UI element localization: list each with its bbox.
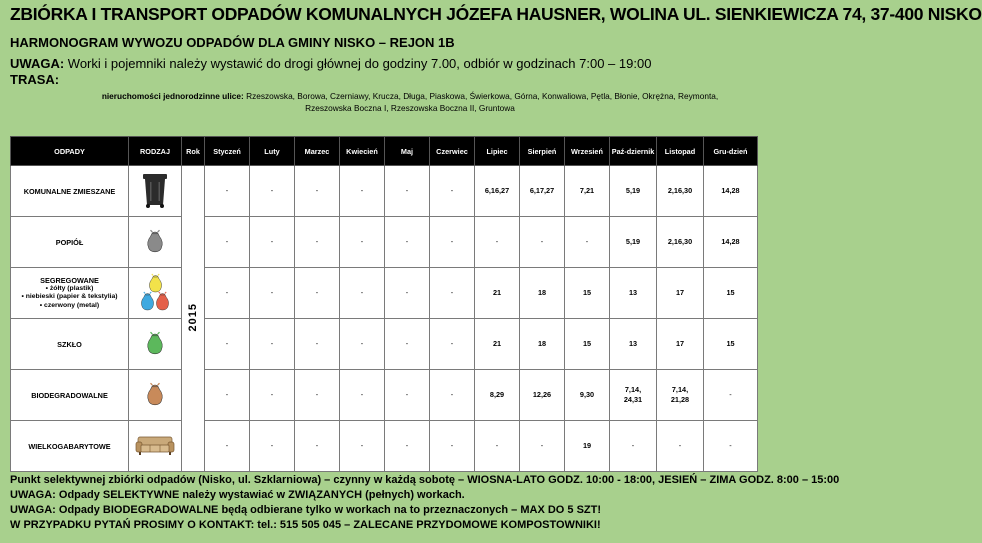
pickup-dates-cell: - xyxy=(475,217,520,268)
pickup-dates-cell: 5,19 xyxy=(610,217,657,268)
route-prefix: nieruchomości jednorodzinne ulice: xyxy=(101,91,244,101)
notice-text: Worki i pojemniki należy wystawić do drogi głównej do godziny 7.00, odbiór w godzinach 7:00 – 19:00 xyxy=(64,56,652,71)
table-row xyxy=(11,319,758,370)
year-label: 2015 xyxy=(187,303,199,332)
waste-type-label: POPIÓŁ xyxy=(55,237,84,247)
pickup-dates-cell: - xyxy=(610,421,657,472)
notice-label: UWAGA: xyxy=(10,56,65,71)
header-waste: ODPADY xyxy=(11,137,129,166)
pickup-dates-cell: 15 xyxy=(565,268,610,319)
pickup-dates-cell: 14,28 xyxy=(704,217,758,268)
pickup-dates-cell: - xyxy=(340,370,385,421)
header-month: Gru-dzień xyxy=(704,137,758,166)
waste-type-label: BIODEGRADOWALNE xyxy=(31,390,108,400)
pickup-dates-cell: 6,17,27 xyxy=(520,166,565,217)
pickup-dates-cell: 18 xyxy=(520,319,565,370)
table-row xyxy=(11,268,758,319)
waste-kind-cell xyxy=(129,166,182,217)
pickup-dates-cell: - xyxy=(430,370,475,421)
waste-type-label: KOMUNALNE ZMIESZANE xyxy=(23,186,116,196)
pickup-dates-cell: - xyxy=(205,319,250,370)
pickup-dates-cell: - xyxy=(250,166,295,217)
pickup-dates-cell: - xyxy=(205,421,250,472)
pickup-dates-cell: 6,16,27 xyxy=(475,166,520,217)
pickup-dates-cell: - xyxy=(295,370,340,421)
page-subtitle: HARMONOGRAM WYWOZU ODPADÓW DLA GMINY NISKO – REJON 1B xyxy=(10,35,455,50)
pickup-dates-cell: 2,16,30 xyxy=(657,217,704,268)
pickup-dates-cell: - xyxy=(385,166,430,217)
pickup-dates-cell: - xyxy=(385,370,430,421)
pickup-dates-cell: - xyxy=(704,421,758,472)
footer-collection-point xyxy=(10,474,839,486)
waste-type-cell xyxy=(11,217,129,268)
sofa-icon xyxy=(135,434,175,458)
pickup-dates-cell: - xyxy=(385,421,430,472)
pickup-dates-cell: - xyxy=(385,319,430,370)
route-label: TRASA: xyxy=(10,72,60,87)
waste-kind-cell xyxy=(129,370,182,421)
route-description xyxy=(100,90,720,114)
header-kind: RODZAJ xyxy=(129,137,182,166)
waste-type-label: SZKŁO xyxy=(57,339,82,349)
pickup-dates-cell: - xyxy=(295,166,340,217)
table-header-row xyxy=(11,137,758,166)
pickup-dates-cell: - xyxy=(295,217,340,268)
waste-subtype: • czerwony (metal) xyxy=(39,301,100,309)
green-bag-icon xyxy=(146,332,164,356)
pickup-dates-cell: - xyxy=(250,319,295,370)
black-bin-icon xyxy=(142,172,168,210)
waste-kind-cell xyxy=(129,319,182,370)
header-month: Paź-dziernik xyxy=(610,137,657,166)
pickup-dates-cell: 17 xyxy=(657,319,704,370)
header-month: Maj xyxy=(385,137,430,166)
pickup-dates-cell: - xyxy=(430,268,475,319)
footer-line-1: Punkt selektywnej zbiórki odpadów (Nisko, ul. Szklarniowa) – czynny w każdą sobotę – WIOSNA-LATO GODZ. 10:00 - 18:00, JESIEŃ – ZIMA GODZ. 8:00 – 15:00 xyxy=(10,474,840,486)
pickup-dates-cell: - xyxy=(250,217,295,268)
pickup-dates-cell: - xyxy=(430,166,475,217)
table-row xyxy=(11,421,758,472)
header-month: Czerwiec xyxy=(430,137,475,166)
waste-type-cell xyxy=(11,166,129,217)
pickup-dates-cell: 8,29 xyxy=(475,370,520,421)
waste-type-label: WIELKOGABARYTOWE xyxy=(28,441,111,451)
pickup-dates-cell: - xyxy=(385,217,430,268)
color-bags-icon xyxy=(140,274,170,312)
pickup-dates-cell: - xyxy=(295,421,340,472)
pickup-dates-cell: 2,16,30 xyxy=(657,166,704,217)
pickup-dates-cell: 5,19 xyxy=(610,166,657,217)
header-month: Wrzesień xyxy=(565,137,610,166)
pickup-dates-cell: 15 xyxy=(565,319,610,370)
table-row xyxy=(11,217,758,268)
waste-kind-cell xyxy=(129,217,182,268)
waste-subtype: • żółty (plastik) xyxy=(45,284,94,292)
pickup-dates-cell: 9,30 xyxy=(565,370,610,421)
pickup-dates-cell: 21 xyxy=(475,268,520,319)
pickup-dates-cell: - xyxy=(340,319,385,370)
pickup-dates-cell: - xyxy=(340,421,385,472)
pickup-dates-cell: 15 xyxy=(704,268,758,319)
footer-contact xyxy=(10,519,601,531)
pickup-dates-cell: - xyxy=(520,217,565,268)
pickup-dates-cell: 21 xyxy=(475,319,520,370)
year-cell xyxy=(182,166,205,472)
pickup-dates-cell: 7,21 xyxy=(565,166,610,217)
waste-kind-cell xyxy=(129,421,182,472)
footer-line-4: W PRZYPADKU PYTAŃ PROSIMY O KONTAKT: tel.: 515 505 045 – ZALECANE PRZYDOMOWE KOMPOSTOWNIKI! xyxy=(10,519,601,531)
table-row xyxy=(11,166,758,217)
pickup-dates-cell: - xyxy=(385,268,430,319)
pickup-dates-cell: - xyxy=(250,421,295,472)
pickup-dates-cell: - xyxy=(475,421,520,472)
pickup-dates-cell: 19 xyxy=(565,421,610,472)
header-month: Marzec xyxy=(295,137,340,166)
header-month: Luty xyxy=(250,137,295,166)
header-month: Sierpień xyxy=(520,137,565,166)
pickup-dates-cell: - xyxy=(250,370,295,421)
waste-kind-cell xyxy=(129,268,182,319)
header-month: Styczeń xyxy=(205,137,250,166)
page-title: ZBIÓRKA I TRANSPORT ODPADÓW KOMUNALNYCH JÓZEFA HAUSNER, WOLINA UL. SIENKIEWICZA 74, 37-400 NISKO xyxy=(10,4,982,24)
footer-line-3: UWAGA: Odpady BIODEGRADOWALNE będą odbierane tylko w workach na to przeznaczonych – MAX DO 5 SZT! xyxy=(10,504,602,516)
pickup-dates-cell: - xyxy=(340,166,385,217)
pickup-dates-cell: 15 xyxy=(704,319,758,370)
pickup-dates-cell: - xyxy=(430,319,475,370)
pickup-dates-cell: - xyxy=(565,217,610,268)
pickup-dates-cell: 12,26 xyxy=(520,370,565,421)
header-month: Listopad xyxy=(657,137,704,166)
pickup-dates-cell: - xyxy=(295,268,340,319)
header-year: Rok xyxy=(182,137,205,166)
waste-type-cell xyxy=(11,370,129,421)
pickup-dates-cell: 7,14, 21,28 xyxy=(657,370,704,421)
footer-line-2: UWAGA: Odpady SELEKTYWNE należy wystawiać w ZWIĄZANYCH (pełnych) workach. xyxy=(10,489,465,501)
route-streets: Rzeszowska, Borowa, Czerniawy, Krucza, Długa, Piaskowa, Świerkowa, Górna, Konwaliowa, Pętla, Błonie, Okrężna, Reymonta, Rzeszowska Boczna I, Rzeszowska Boczna II, Gruntowa xyxy=(243,91,719,113)
pickup-dates-cell: - xyxy=(430,217,475,268)
grey-bag-icon xyxy=(146,230,164,254)
header-month: Kwiecień xyxy=(340,137,385,166)
pickup-dates-cell: 18 xyxy=(520,268,565,319)
pickup-dates-cell: - xyxy=(250,268,295,319)
footer-selective-note xyxy=(10,489,465,501)
notice xyxy=(10,56,651,71)
pickup-dates-cell: - xyxy=(340,217,385,268)
schedule-table xyxy=(10,136,758,472)
waste-subtype: • niebieski (papier & tekstylia) xyxy=(21,293,118,301)
waste-type-cell xyxy=(11,319,129,370)
pickup-dates-cell: 14,28 xyxy=(704,166,758,217)
pickup-dates-cell: 7,14, 24,31 xyxy=(610,370,657,421)
pickup-dates-cell: - xyxy=(657,421,704,472)
pickup-dates-cell: 13 xyxy=(610,268,657,319)
footer-bio-note xyxy=(10,504,601,516)
pickup-dates-cell: - xyxy=(205,217,250,268)
pickup-dates-cell: - xyxy=(205,166,250,217)
pickup-dates-cell: - xyxy=(430,421,475,472)
pickup-dates-cell: - xyxy=(205,268,250,319)
pickup-dates-cell: - xyxy=(704,370,758,421)
pickup-dates-cell: 13 xyxy=(610,319,657,370)
pickup-dates-cell: - xyxy=(340,268,385,319)
table-row xyxy=(11,370,758,421)
pickup-dates-cell: - xyxy=(295,319,340,370)
waste-type-cell xyxy=(11,421,129,472)
brown-bag-icon xyxy=(146,383,164,407)
pickup-dates-cell: - xyxy=(205,370,250,421)
header-month: Lipiec xyxy=(475,137,520,166)
waste-type-cell xyxy=(11,268,129,319)
pickup-dates-cell: 17 xyxy=(657,268,704,319)
pickup-dates-cell: - xyxy=(520,421,565,472)
waste-type-label: SEGREGOWANE • żółty (plastik) • niebieski (papier & tekstylia) • czerwony (metal) xyxy=(11,276,128,311)
